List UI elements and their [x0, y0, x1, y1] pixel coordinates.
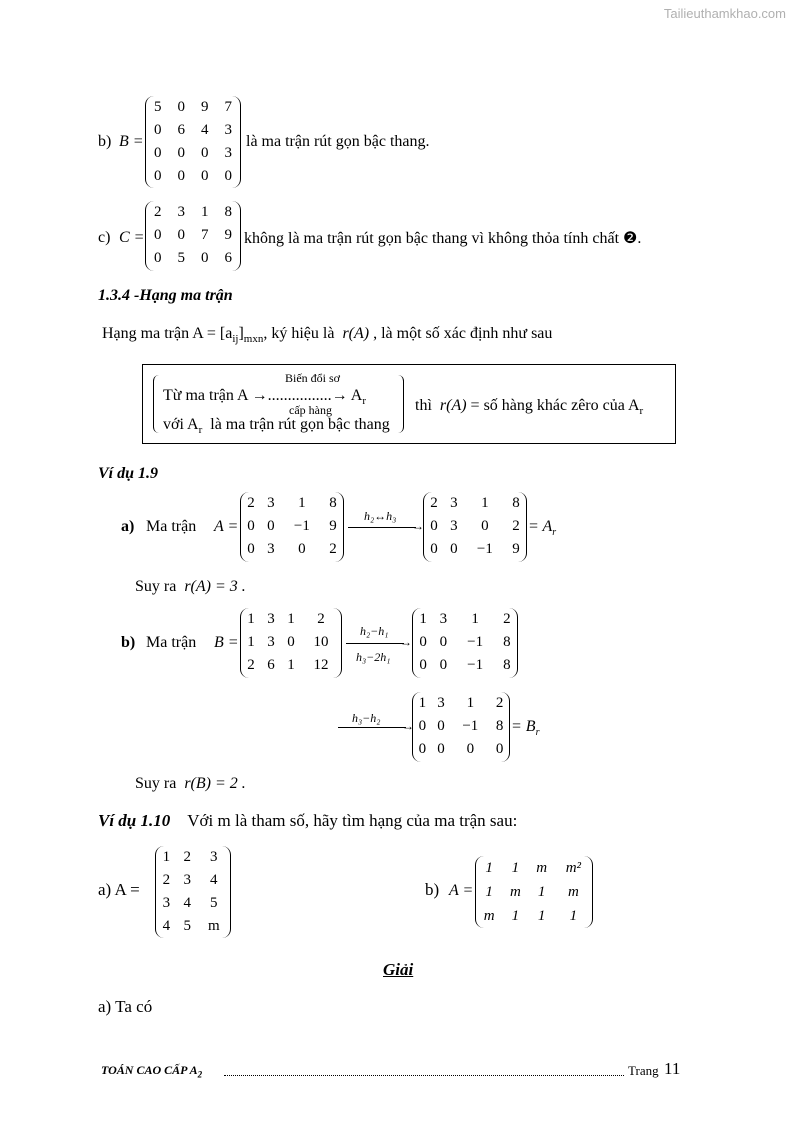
matrix-row: [146, 201, 240, 224]
matrix-row: [156, 846, 230, 869]
matrix-cell: 0: [439, 657, 448, 673]
matrix-cell: 3: [437, 695, 445, 711]
matrix-cell: 2: [495, 695, 504, 711]
matrix-cell: 0: [154, 227, 162, 243]
matrix-cell: m: [536, 859, 548, 876]
matrix-row: [241, 515, 343, 538]
example-1-9-title: Ví dụ 1.9: [98, 465, 159, 482]
matrix-cell: −1: [293, 518, 310, 534]
matrix-cell: 2: [329, 541, 337, 557]
ex19-b-op1: h₂−h₁: [360, 624, 389, 638]
matrix-row: [156, 892, 230, 915]
matrix-cell: 12: [313, 657, 329, 673]
matrix-cell: 5: [154, 99, 162, 115]
matrix-cell: 7: [224, 99, 232, 115]
ex19-b-conclusion: Suy ra r(B) = 2 .: [135, 775, 246, 792]
matrix-cell: 1: [471, 611, 479, 627]
matrix-cell: 1: [466, 695, 475, 711]
footer-page-label: Trang: [628, 1063, 659, 1078]
matrix-cell: 10: [313, 634, 329, 650]
matrix-cell: 2: [247, 495, 255, 511]
matrix-cell: 0: [418, 741, 427, 757]
matrix-row: [476, 856, 592, 880]
ex19-a-conclusion: Suy ra r(A) = 3 .: [135, 578, 246, 595]
matrix-cell: 8: [512, 495, 520, 511]
matrix-row: [241, 654, 341, 677]
matrix-row: [413, 654, 517, 677]
matrix-b: [145, 96, 241, 188]
matrix-cell: 1: [418, 695, 427, 711]
matrix-cell: 0: [287, 634, 295, 650]
box-conclusion: thì r(A) = số hàng khác zêro của $A_r$: [415, 397, 644, 418]
ex19-a-op: h₂↔h₃: [364, 509, 397, 523]
matrix-row: [241, 608, 341, 631]
matrix-cell: 0: [154, 145, 162, 161]
ex110-b-label: b): [425, 880, 440, 899]
matrix-cell: 9: [512, 541, 520, 557]
footer-page-number: 11: [664, 1059, 681, 1078]
matrix-cell: 1: [247, 611, 255, 627]
matrix-cell: 2: [503, 611, 511, 627]
matrix-cell: 3: [267, 634, 275, 650]
matrix-cell: 1: [298, 495, 306, 511]
matrix-cell: 1: [537, 907, 546, 924]
box-top-label: Biến đổi sơ: [285, 371, 341, 385]
ex110-a-label: a) A =: [98, 880, 140, 899]
matrix-row: [146, 247, 240, 270]
matrix-cell: 0: [224, 168, 232, 184]
matrix-cell: 1: [511, 907, 520, 924]
matrix-cell: m: [483, 907, 495, 924]
ex19-b-arrow1: [346, 643, 404, 644]
matrix-cell: 0: [437, 741, 445, 757]
matrix-row: [241, 538, 343, 561]
matrix-row: [146, 96, 240, 119]
matrix-cell: 0: [439, 634, 448, 650]
matrix-cell: 3: [210, 849, 218, 865]
matrix-cell: 0: [481, 518, 489, 534]
matrix-cell: 0: [450, 541, 458, 557]
matrix-cell: 0: [154, 250, 162, 266]
matrix-cell: 4: [201, 122, 209, 138]
matrix-cell: 9: [201, 99, 209, 115]
matrix-row: [241, 631, 341, 654]
ex110-b-matrix: [475, 856, 593, 928]
matrix-cell: 0: [177, 145, 185, 161]
matrix-cell: 2: [317, 611, 325, 627]
matrix-row: [156, 915, 230, 938]
matrix-cell: −1: [476, 541, 493, 557]
matrix-cell: 2: [430, 495, 438, 511]
ex19-a-result-matrix: [423, 492, 527, 562]
section-title: 1.3.4 -Hạng ma trận: [98, 287, 233, 304]
ex19-a-matrix: [240, 492, 344, 562]
matrix-row: [413, 715, 509, 738]
matrix-cell: 3: [267, 495, 275, 511]
matrix-cell: 5: [210, 895, 218, 911]
matrix-cell: 0: [495, 741, 504, 757]
matrix-cell: 3: [183, 872, 191, 888]
matrix-cell: 3: [450, 518, 458, 534]
matrix-row: [146, 119, 240, 142]
watermark: Tailieuthamkhao.com: [663, 6, 786, 21]
matrix-cell: 0: [419, 657, 427, 673]
matrix-cell: 0: [201, 250, 209, 266]
matrix-cell: −1: [467, 634, 484, 650]
matrix-cell: 0: [267, 518, 275, 534]
matrix-cell: 3: [224, 122, 232, 138]
matrix-row: [156, 869, 230, 892]
matrix-row: [476, 904, 592, 928]
matrix-cell: m: [207, 918, 220, 934]
matrix-cell: 1: [162, 849, 171, 865]
matrix-cell: −1: [467, 657, 484, 673]
matrix-cell: 3: [267, 541, 275, 557]
matrix-row: [241, 492, 343, 515]
matrix-cell: 0: [466, 741, 475, 757]
ex19-b-arrowhead2: →: [402, 719, 414, 733]
matrix-row: [146, 142, 240, 165]
matrix-cell: 8: [495, 718, 504, 734]
item-b-label: b): [98, 133, 112, 150]
matrix-row: [413, 608, 517, 631]
ex19-a-arrowhead: →: [412, 519, 424, 533]
matrix-row: [424, 538, 526, 561]
ex19-b-matrix: [240, 608, 342, 678]
matrix-cell: 3: [267, 611, 275, 627]
matrix-cell: 3: [224, 145, 232, 161]
item-c-text: không là ma trận rút gọn bậc thang vì không thỏa tính chất ❷.: [244, 230, 642, 247]
matrix-cell: m: [509, 883, 521, 900]
matrix-cell: 9: [329, 518, 337, 534]
matrix-cell: 6: [177, 122, 185, 138]
matrix-cell: 1: [537, 883, 546, 900]
matrix-cell: 2: [154, 204, 162, 220]
matrix-cell: m: [567, 883, 579, 900]
item-b-text: là ma trận rút gọn bậc thang.: [246, 133, 430, 150]
matrix-cell: 1: [485, 883, 493, 900]
matrix-cell: 1: [569, 907, 578, 924]
matrix-cell: m²: [565, 859, 582, 876]
matrix-cell: 4: [183, 895, 191, 911]
matrix-cell: 0: [247, 518, 255, 534]
matrix-cell: 0: [201, 145, 209, 161]
matrix-cell: −1: [462, 718, 479, 734]
rank-definition: Hạng ma trận $A = [a_{ij}]_{mxn}$, ký hiệu là r(A) , là một số xác định như sau: [102, 325, 553, 346]
ex19-b-result-var: = $B_r$: [511, 718, 540, 739]
matrix-row: [424, 515, 526, 538]
box-line2: với $A_r$ là ma trận rút gọn bậc thang: [163, 416, 390, 437]
matrix-cell: 4: [210, 872, 218, 888]
ex19-b-result-matrix: [412, 692, 510, 762]
matrix-cell: 3: [450, 495, 458, 511]
ex19-a-text: Ma trận: [146, 518, 197, 535]
ex19-b-arrow2: [338, 727, 406, 728]
matrix-row: [413, 631, 517, 654]
footer-leader-dots: [224, 1075, 624, 1076]
matrix-row: [146, 165, 240, 188]
matrix-cell: 1: [287, 611, 295, 627]
matrix-cell: 3: [439, 611, 448, 627]
matrix-cell: 1: [287, 657, 295, 673]
box-line1: Từ ma trận A →................→ $A_r$: [163, 387, 366, 408]
matrix-cell: 8: [224, 204, 232, 220]
matrix-cell: 1: [511, 859, 520, 876]
matrix-cell: 0: [177, 99, 185, 115]
matrix-cell: 2: [512, 518, 520, 534]
ex19-a-result-var: = $A_r$: [528, 518, 557, 539]
matrix-row: [146, 224, 240, 247]
matrix-cell: 9: [224, 227, 232, 243]
ex19-a-var: A =: [214, 518, 239, 535]
matrix-cell: 8: [503, 634, 511, 650]
left-brace: [153, 375, 160, 433]
matrix-cell: 6: [224, 250, 232, 266]
solution-title: Giải: [383, 960, 414, 979]
matrix-cell: 4: [162, 918, 171, 934]
footer-title: TOÁN CAO CẤP $A_2$: [101, 1063, 203, 1080]
matrix-cell: 5: [177, 250, 185, 266]
matrix-cell: 1: [481, 495, 489, 511]
ex19-b-label: b): [121, 634, 136, 651]
ex110-b-var: A =: [449, 882, 474, 899]
matrix-cell: 5: [183, 918, 191, 934]
box-bottom-label: cấp hàng: [289, 403, 332, 417]
matrix-cell: 3: [162, 895, 171, 911]
example-1-10: Ví dụ 1.10 Với m là tham số, hãy tìm hạng của ma trận sau:: [98, 811, 518, 830]
matrix-cell: 0: [437, 718, 445, 734]
matrix-row: [424, 492, 526, 515]
solution-a-start: a) Ta có: [98, 997, 153, 1016]
ex19-b-op3: h₃−h₂: [352, 711, 381, 725]
matrix-cell: 7: [201, 227, 209, 243]
definition-box: [142, 364, 676, 444]
matrix-cell: 1: [419, 611, 427, 627]
matrix-row: [413, 738, 509, 761]
ex19-a-arrow: [348, 527, 416, 528]
ex110-a-matrix: [155, 846, 231, 938]
matrix-cell: 0: [154, 122, 162, 138]
matrix-cell: 8: [329, 495, 337, 511]
matrix-cell: 2: [183, 849, 191, 865]
item-c-var: C =: [119, 229, 145, 246]
ex19-b-mid-matrix: [412, 608, 518, 678]
matrix-cell: 0: [201, 168, 209, 184]
matrix-cell: 0: [247, 541, 255, 557]
matrix-cell: 0: [430, 518, 438, 534]
ex19-b-var: B =: [214, 634, 239, 651]
item-c-label: c): [98, 229, 111, 246]
matrix-row: [476, 880, 592, 904]
matrix-cell: 3: [177, 204, 185, 220]
ex19-b-op2: h₃−2h₁: [356, 650, 391, 664]
matrix-cell: 2: [247, 657, 255, 673]
matrix-cell: 6: [267, 657, 275, 673]
ex19-b-arrowhead1: →: [400, 635, 412, 649]
matrix-cell: 0: [177, 227, 185, 243]
matrix-cell: 8: [503, 657, 511, 673]
matrix-cell: 0: [154, 168, 162, 184]
matrix-row: [413, 692, 509, 715]
matrix-cell: 0: [298, 541, 306, 557]
matrix-cell: 1: [247, 634, 255, 650]
ex19-b-text: Ma trận: [146, 634, 197, 651]
matrix-cell: 0: [430, 541, 438, 557]
ex19-a-label: a): [121, 518, 135, 535]
matrix-cell: 1: [201, 204, 209, 220]
matrix-cell: 0: [418, 718, 427, 734]
matrix-cell: 2: [162, 872, 171, 888]
item-b-var: B =: [119, 133, 144, 150]
matrix-cell: 1: [485, 859, 493, 876]
matrix-c: [145, 201, 241, 271]
matrix-cell: 0: [177, 168, 185, 184]
right-brace: [397, 375, 404, 433]
matrix-cell: 0: [419, 634, 427, 650]
